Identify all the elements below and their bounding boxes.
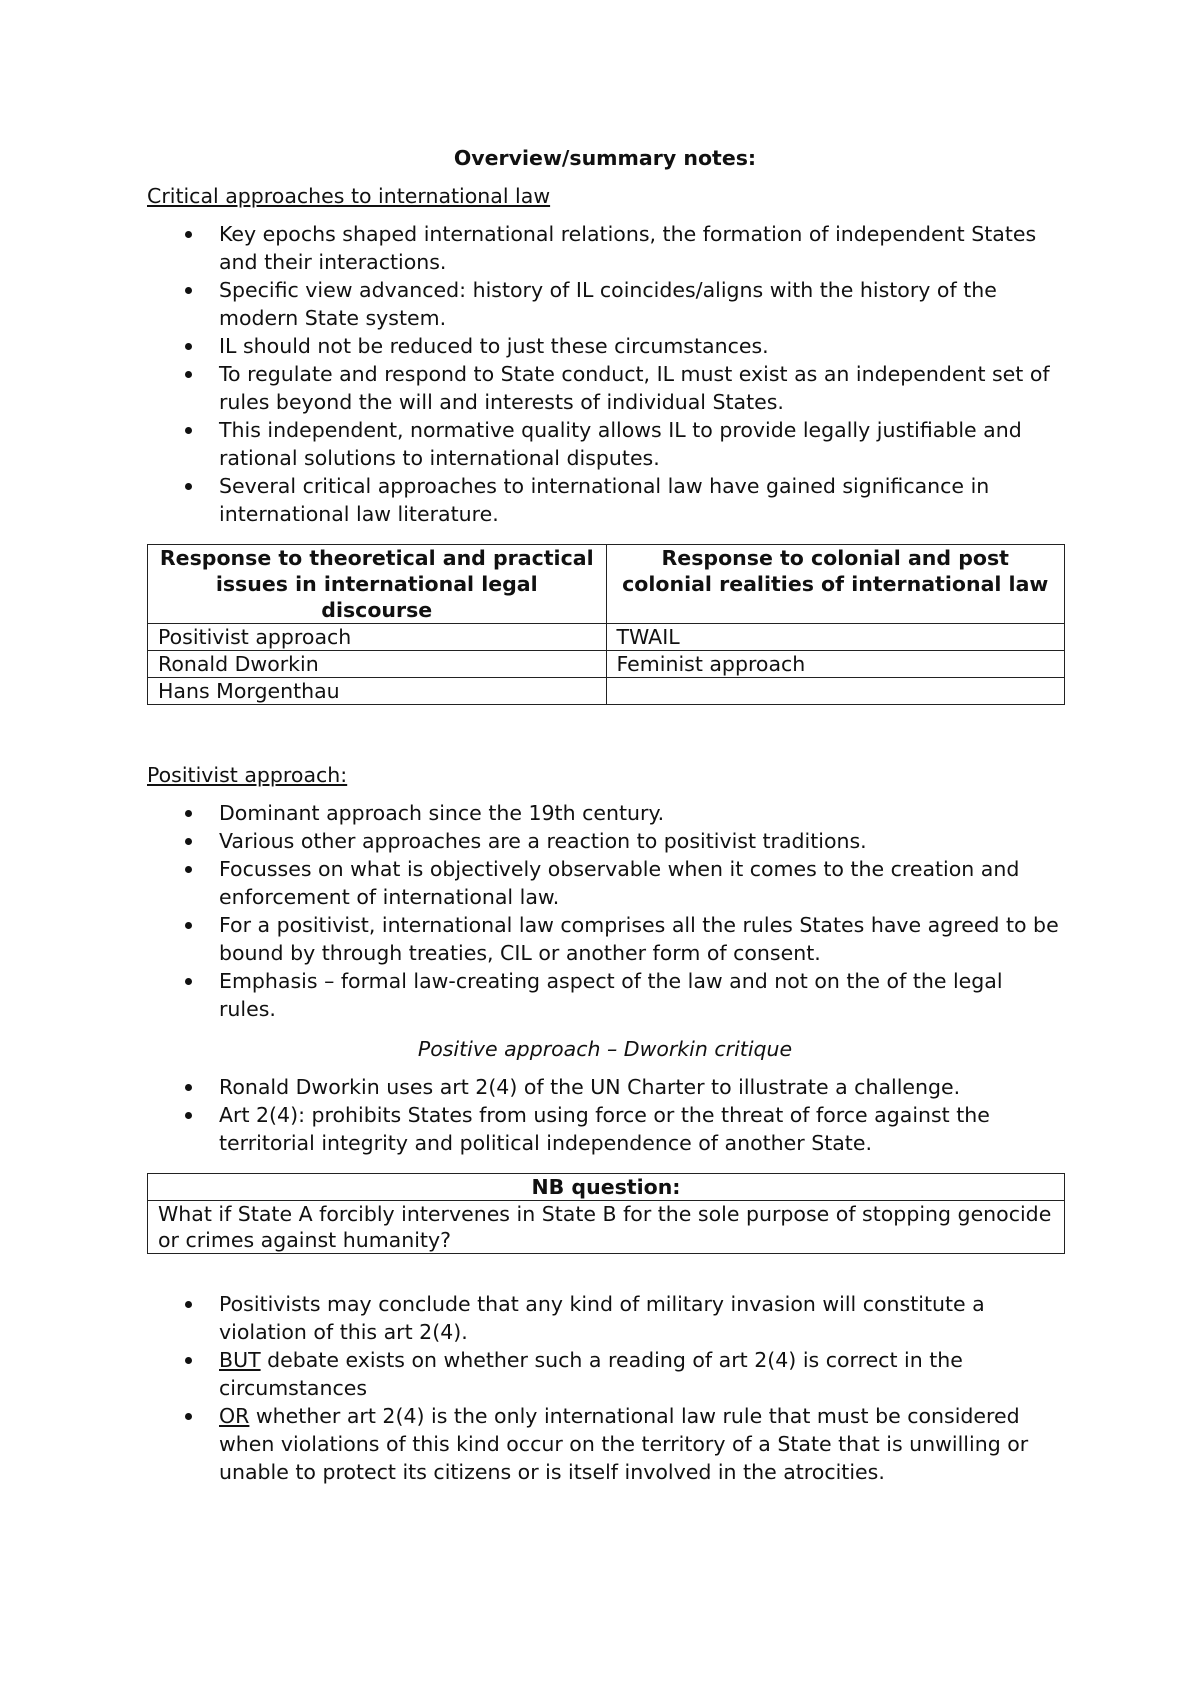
- table-row: [148, 1201, 1065, 1254]
- bullet-icon: [185, 922, 192, 929]
- list-item: Positivists may conclude that any kind of military invasion will constitute a violation of this art 2(4).: [147, 1290, 1063, 1346]
- list-item: Key epochs shaped international relations, the formation of independent States and their interactions.: [147, 220, 1063, 276]
- nb-question-heading: NB question:: [148, 1174, 1065, 1201]
- bullet-icon: [185, 866, 192, 873]
- bullet-icon: [185, 371, 192, 378]
- list-item: Emphasis – formal law-creating aspect of the law and not on the of the legal rules.: [147, 967, 1063, 1023]
- emphasis-or: OR: [219, 1404, 250, 1428]
- section-heading-positivist: Positivist approach:: [147, 763, 348, 787]
- bullet-icon: [185, 1112, 192, 1119]
- bullet-icon: [185, 343, 192, 350]
- bullet-icon: [185, 810, 192, 817]
- emphasis-but: BUT: [219, 1348, 261, 1372]
- list-item: BUT debate exists on whether such a reading of art 2(4) is correct in the circumstances: [147, 1346, 1063, 1402]
- bullet-icon: [185, 1413, 192, 1420]
- table-header-row: [148, 1174, 1065, 1201]
- bullet-list-critical-approaches: [147, 220, 1063, 528]
- table-row: [148, 651, 1065, 678]
- list-item: Ronald Dworkin uses art 2(4) of the UN Charter to illustrate a challenge.: [147, 1073, 1063, 1101]
- bullet-icon: [185, 483, 192, 490]
- bullet-icon: [185, 287, 192, 294]
- table-row: [148, 678, 1065, 705]
- document-title: Overview/summary notes:: [453, 146, 757, 170]
- table-cell: Feminist approach: [606, 651, 1065, 678]
- table-cell: Positivist approach: [148, 624, 607, 651]
- bullet-icon: [185, 978, 192, 985]
- list-item: Various other approaches are a reaction to positivist traditions.: [147, 827, 1063, 855]
- bullet-icon: [185, 427, 192, 434]
- table-header-row: [148, 545, 1065, 624]
- list-item: Focusses on what is objectively observable when it comes to the creation and enforcement of international law.: [147, 855, 1063, 911]
- document-page: [147, 144, 1063, 1486]
- bullet-icon: [185, 1301, 192, 1308]
- list-item: Several critical approaches to international law have gained significance in international law literature.: [147, 472, 1063, 528]
- list-item: To regulate and respond to State conduct, IL must exist as an independent set of rules beyond the will and interests of individual States.: [147, 360, 1063, 416]
- list-item: OR whether art 2(4) is the only international law rule that must be considered when violations of this kind occur on the territory of a State that is unwilling or unable to protect its citizens or is itself involved in the atrocities.: [147, 1402, 1063, 1486]
- table-cell: [606, 678, 1065, 705]
- bullet-icon: [185, 838, 192, 845]
- table-cell: Hans Morgenthau: [148, 678, 607, 705]
- subheading-dworkin-critique: Positive approach – Dworkin critique: [417, 1037, 793, 1061]
- list-item: Art 2(4): prohibits States from using force or the threat of force against the territorial integrity and political independence of another State.: [147, 1101, 1063, 1157]
- table-row: [148, 624, 1065, 651]
- section-heading-critical-approaches: Critical approaches to international law: [147, 184, 551, 208]
- list-item: Dominant approach since the 19th century.: [147, 799, 1063, 827]
- nb-question-text: What if State A forcibly intervenes in State B for the sole purpose of stopping genocide or crimes against humanity?: [148, 1201, 1065, 1254]
- list-item: For a positivist, international law comprises all the rules States have agreed to be bound by through treaties, CIL or another form of consent.: [147, 911, 1063, 967]
- list-item: This independent, normative quality allows IL to provide legally justifiable and rational solutions to international disputes.: [147, 416, 1063, 472]
- nb-question-box: [147, 1173, 1065, 1254]
- table-header-cell: Response to colonial and post colonial realities of international law: [606, 545, 1065, 624]
- table-header-cell: Response to theoretical and practical issues in international legal discourse: [148, 545, 607, 624]
- bullet-icon: [185, 1084, 192, 1091]
- approaches-table: [147, 544, 1065, 705]
- table-cell: Ronald Dworkin: [148, 651, 607, 678]
- bullet-icon: [185, 231, 192, 238]
- bullet-list-conclusions: [147, 1290, 1063, 1486]
- table-cell: TWAIL: [606, 624, 1065, 651]
- bullet-list-dworkin: [147, 1073, 1063, 1157]
- bullet-list-positivist: [147, 799, 1063, 1023]
- list-item: Specific view advanced: history of IL coincides/aligns with the history of the modern State system.: [147, 276, 1063, 332]
- bullet-icon: [185, 1357, 192, 1364]
- list-item: IL should not be reduced to just these circumstances.: [147, 332, 1063, 360]
